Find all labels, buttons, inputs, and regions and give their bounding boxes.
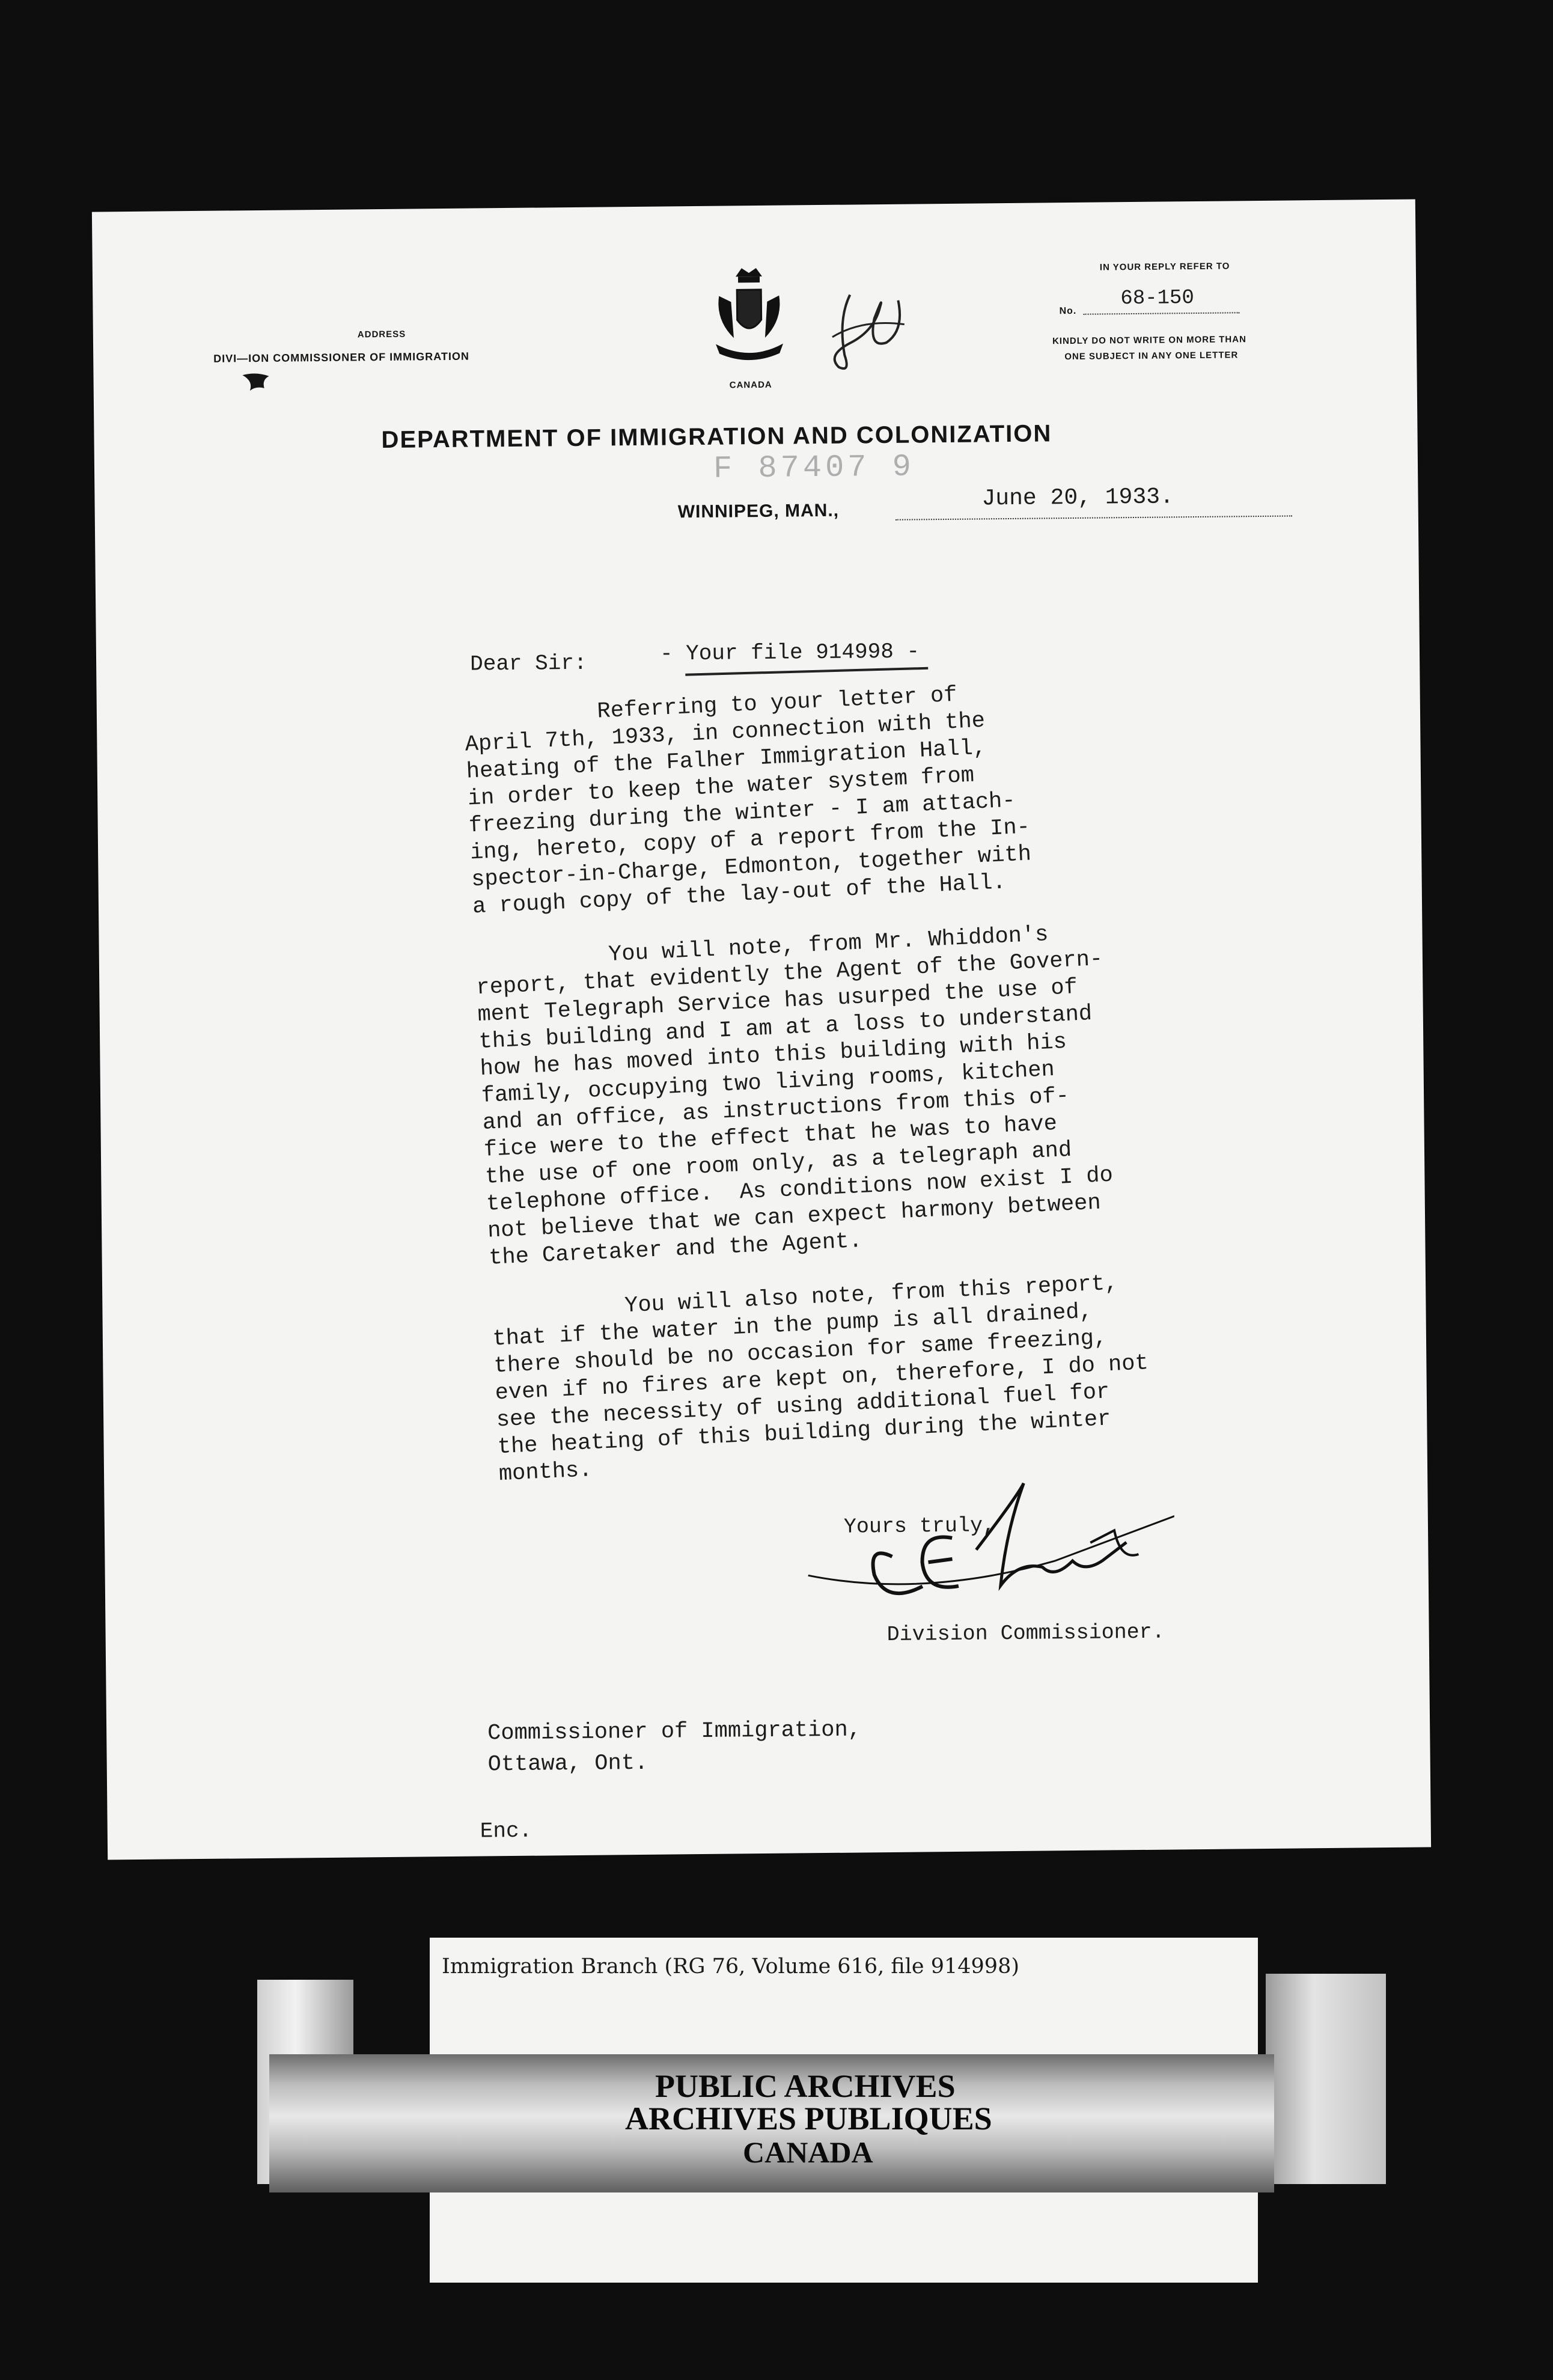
letter-body: Referring to your letter of April 7th, 1933, in connection with the heating of the Falher Immigration Hall, in order to keep the water system from freezing during the winter - I am attach- ing, hereto, copy of a report from the In- spector-in-Charge, Edmonton, together with a rough copy of the lay-out of the Hall. You will note, from Mr. Whiddon's report, that evidently the Agent of the Govern- ment Telegraph Service has usurped the use of this building and I am at a loss to understand how he has moved into this building with his family, occupying two living rooms, kitchen and an office, as instructions from this of- fice were to the effect that he was to have the use of one room only, as a telegraph and telephone office. As conditions now exist I do not believe that we can expect harmony between the Caretaker and the Agent. You will also note, from this report, that if the water in the pump is all drained, there should be no occasion for same freezing, even if no fires are kept on, therefore, I do not see the necessity of using additional fuel for the heating of this building during the winter months. [463,682,1149,1488]
reply-note-line-1: KINDLY DO NOT WRITE ON MORE THAN [1052,334,1246,347]
letter-page [92,199,1431,1860]
date-rule [895,515,1292,520]
file-reference: - Your file 914998 - [659,639,920,667]
recipient-address: Commissioner of Immigration, Ottawa, Ont. [487,1717,862,1778]
reply-number-rule [1084,312,1240,314]
coat-of-arms-icon [707,265,792,368]
reply-refer-label: IN YOUR REPLY REFER TO [1099,261,1230,273]
address-line: DIVI—ION COMMISSIONER OF IMMIGRATION [213,350,469,365]
address-label: ADDRESS [357,329,406,340]
reply-number: 68-150 [1120,287,1194,311]
file-reference-underline [685,667,928,676]
reply-note-line-2: ONE SUBJECT IN ANY ONE LETTER [1064,350,1239,362]
salutation: Dear Sir: [469,650,587,677]
hook-mark-icon [237,370,279,395]
archive-reference: Immigration Branch (RG 76, Volume 616, file 914998) [442,1954,1019,1979]
tape-end-right [1266,1974,1386,2184]
archive-stamp-line-2: ARCHIVES PUBLIQUES [625,2101,992,2137]
department-title: DEPARTMENT OF IMMIGRATION AND COLONIZATION [381,420,1052,454]
archive-stamp-line-1: PUBLIC ARCHIVES [655,2068,956,2104]
place-label: WINNIPEG, MAN., [677,500,840,522]
closing: Yours truly, [843,1513,996,1539]
handwritten-signature [801,1469,1175,1629]
enclosure-note: Enc. [480,1818,532,1844]
signature-title: Division Commissioner. [886,1620,1165,1647]
crest-caption: CANADA [729,379,772,391]
reply-number-label: No. [1059,305,1077,317]
file-stamp: F 87407 9 [713,449,915,487]
letter-date: June 20, 1933. [981,484,1174,512]
archive-stamp-line-3: CANADA [743,2135,873,2169]
initials-signature [814,282,917,385]
